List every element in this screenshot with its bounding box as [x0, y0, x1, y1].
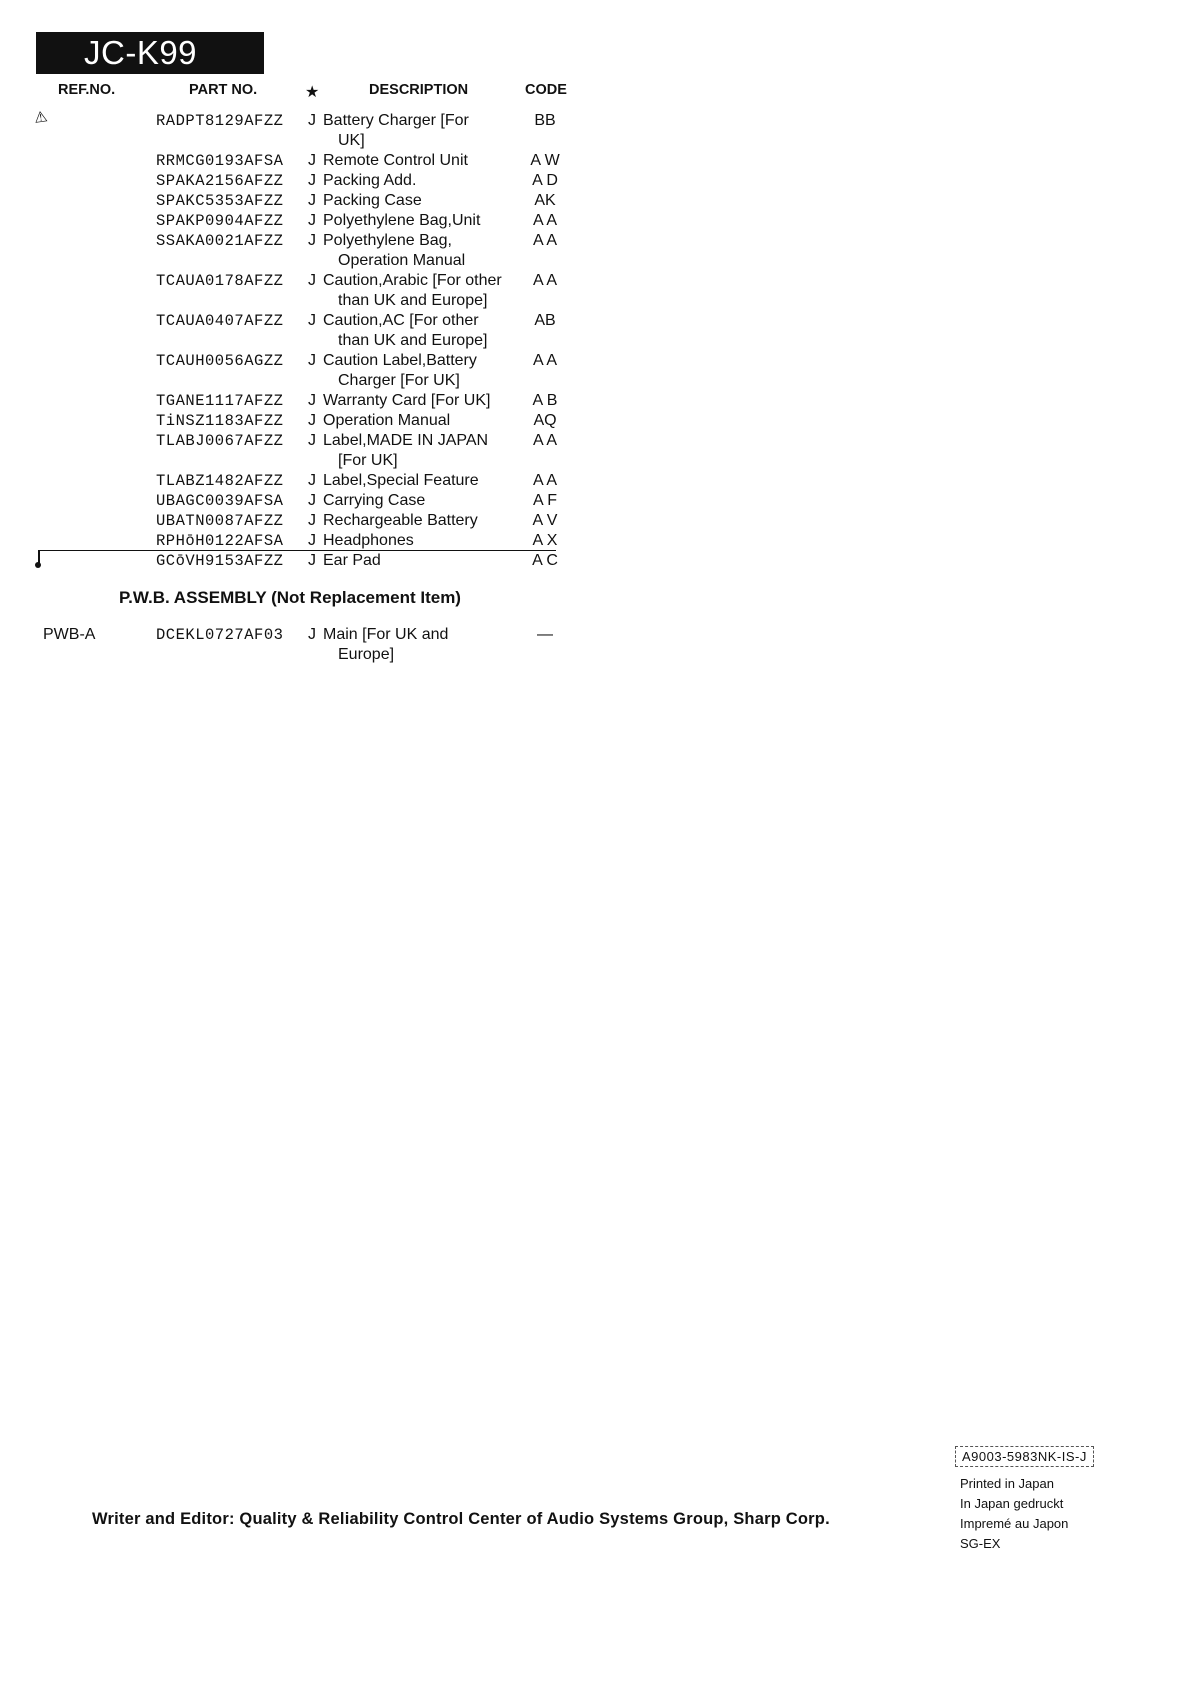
description-cell: Packing Add. — [323, 172, 417, 189]
safety-warning-icon: ⚠ — [32, 108, 49, 127]
code-cell: A B — [532, 392, 558, 409]
code-cell: A X — [532, 532, 558, 549]
star-cell: J — [308, 152, 316, 169]
code-cell: AK — [534, 192, 556, 209]
ref-no-cell: PWB-A — [43, 626, 96, 643]
code-cell: A A — [532, 232, 558, 249]
part-no-cell: SSAKA0021AFZZ — [156, 232, 284, 250]
star-cell: J — [308, 212, 316, 229]
code-cell: — — [537, 626, 553, 643]
star-cell: J — [308, 312, 316, 329]
document-code: A9003-5983NK-IS-J — [955, 1446, 1094, 1467]
model-name: JC-K99 — [84, 34, 198, 71]
star-cell: J — [308, 626, 316, 643]
part-no-cell: RPHōH0122AFSA — [156, 532, 284, 550]
code-cell: A W — [530, 152, 560, 169]
description-continuation: Operation Manual — [338, 252, 466, 269]
code-cell: AQ — [533, 412, 557, 429]
part-no-cell: TLABJ0067AFZZ — [156, 432, 284, 450]
description-cell: Packing Case — [323, 192, 422, 209]
star-cell: J — [308, 412, 316, 429]
description-continuation: than UK and Europe] — [338, 332, 488, 349]
printed-line-2: In Japan gedruckt — [960, 1496, 1064, 1511]
description-cell: Main [For UK and — [323, 626, 449, 643]
code-cell: A A — [532, 352, 558, 369]
description-cell: Ear Pad — [323, 552, 381, 569]
code-cell: A D — [532, 172, 558, 189]
part-no-cell: RRMCG0193AFSA — [156, 152, 284, 170]
code-cell: BB — [534, 112, 556, 129]
footer-writer: Writer and Editor: Quality & Reliability Control Center of Audio Systems Group, Sharp Corp. — [92, 1510, 830, 1528]
code-cell: A A — [532, 432, 558, 449]
description-cell: Rechargeable Battery — [323, 512, 478, 529]
part-no-cell: SPAKC5353AFZZ — [156, 192, 284, 210]
star-cell: J — [308, 552, 316, 569]
code-cell: A A — [532, 472, 558, 489]
part-no-cell: TLABZ1482AFZZ — [156, 472, 284, 490]
part-no-cell: TGANE1117AFZZ — [156, 392, 284, 410]
description-cell: Caution Label,Battery — [323, 352, 477, 369]
star-cell: J — [308, 112, 316, 129]
code-cell: A V — [532, 512, 558, 529]
code-cell: A C — [532, 552, 558, 569]
model-badge — [36, 32, 264, 74]
description-continuation: than UK and Europe] — [338, 292, 488, 309]
part-no-cell: TCAUA0407AFZZ — [156, 312, 284, 330]
description-cell: Warranty Card [For UK] — [323, 392, 491, 409]
header-description: DESCRIPTION — [369, 82, 469, 98]
part-no-cell: UBAGC0039AFSA — [156, 492, 284, 510]
printed-line-4: SG-EX — [960, 1536, 1001, 1551]
part-no-cell: TCAUA0178AFZZ — [156, 272, 284, 290]
part-no-cell: SPAKA2156AFZZ — [156, 172, 284, 190]
pwb-section-title: P.W.B. ASSEMBLY (Not Replacement Item) — [119, 588, 461, 607]
description-cell: Caution,AC [For other — [323, 312, 479, 329]
description-cell: Battery Charger [For — [323, 112, 469, 129]
description-continuation: [For UK] — [338, 452, 398, 469]
printed-line-1: Printed in Japan — [960, 1476, 1054, 1491]
star-cell: J — [308, 172, 316, 189]
description-continuation: Charger [For UK] — [338, 372, 460, 389]
star-cell: J — [308, 272, 316, 289]
star-cell: J — [308, 512, 316, 529]
part-no-cell: RADPT8129AFZZ — [156, 112, 284, 130]
description-cell: Remote Control Unit — [323, 152, 468, 169]
bracket-dot — [35, 562, 41, 568]
header-ref-no: REF.NO. — [58, 82, 116, 98]
part-no-cell: SPAKP0904AFZZ — [156, 212, 284, 230]
part-no-cell: DCEKL0727AF03 — [156, 626, 284, 644]
description-continuation: UK] — [338, 132, 365, 149]
description-cell: Carrying Case — [323, 492, 426, 509]
part-no-cell: TiNSZ1183AFZZ — [156, 412, 284, 430]
star-cell: J — [308, 532, 316, 549]
part-no-cell: UBATN0087AFZZ — [156, 512, 284, 530]
description-cell: Polyethylene Bag,Unit — [323, 212, 481, 229]
code-cell: A A — [532, 212, 558, 229]
header-code: CODE — [525, 82, 567, 98]
code-cell: AB — [534, 312, 556, 329]
description-cell: Headphones — [323, 532, 414, 549]
description-continuation: Europe] — [338, 646, 395, 663]
star-cell: J — [308, 432, 316, 449]
description-cell: Caution,Arabic [For other — [323, 272, 502, 289]
description-cell: Label,MADE IN JAPAN — [323, 432, 489, 449]
description-cell: Label,Special Feature — [323, 472, 479, 489]
part-no-cell: GCōVH9153AFZZ — [156, 552, 284, 570]
description-cell: Polyethylene Bag, — [323, 232, 452, 249]
description-cell: Operation Manual — [323, 412, 451, 429]
header-part-no: PART NO. — [189, 82, 258, 98]
part-no-cell: TCAUH0056AGZZ — [156, 352, 284, 370]
divider-line — [38, 550, 556, 551]
star-cell: J — [308, 352, 316, 369]
header-star: ★ — [305, 84, 320, 101]
code-cell: A F — [532, 492, 557, 509]
star-cell: J — [308, 192, 316, 209]
star-cell: J — [308, 492, 316, 509]
code-cell: A A — [532, 272, 558, 289]
star-cell: J — [308, 232, 316, 249]
star-cell: J — [308, 392, 316, 409]
printed-line-3: Impremé au Japon — [960, 1516, 1069, 1531]
star-cell: J — [308, 472, 316, 489]
